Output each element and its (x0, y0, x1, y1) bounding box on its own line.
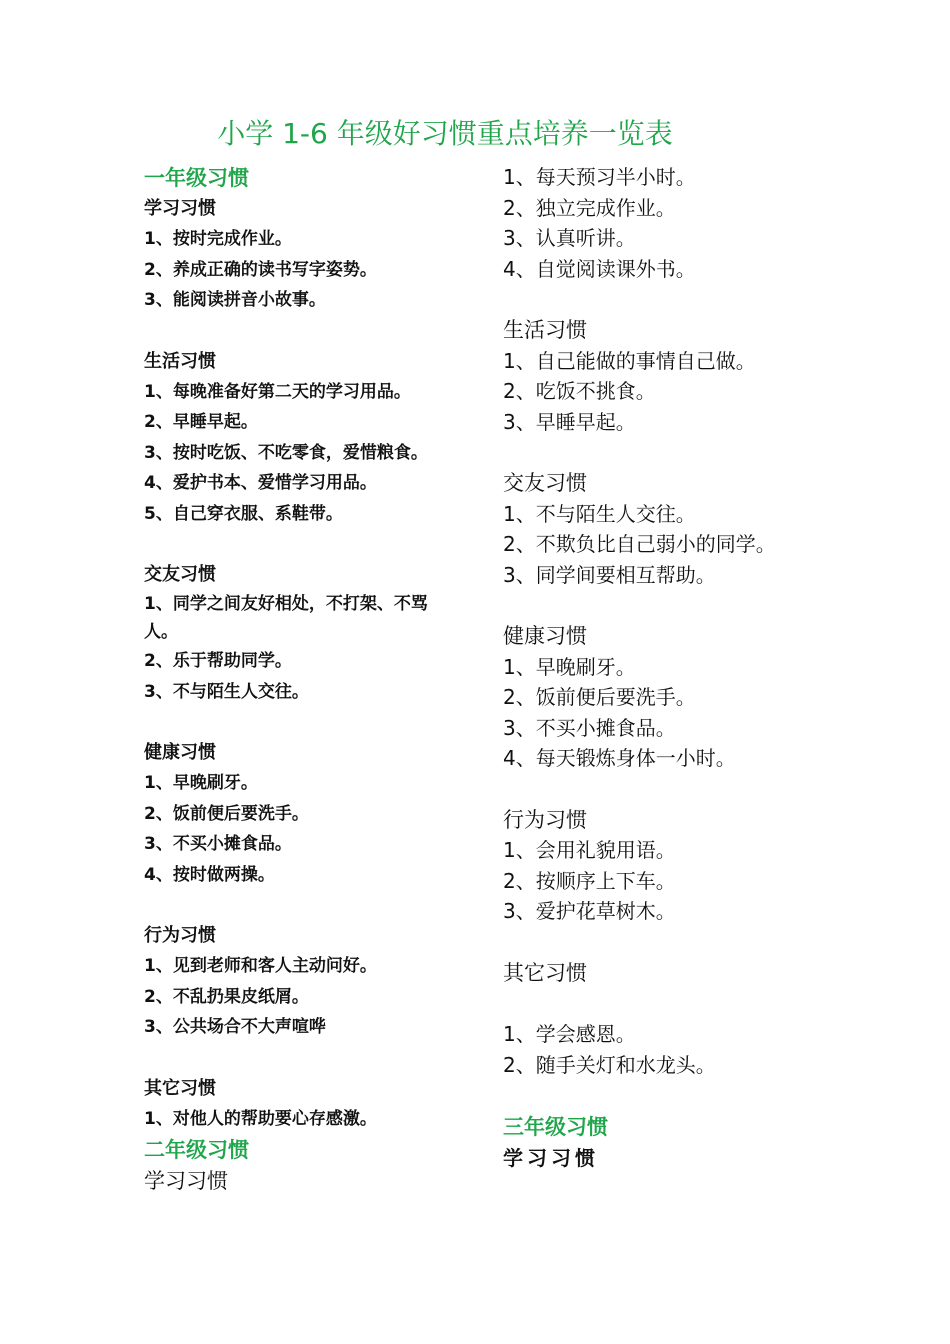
page-title: 小学 1-6 年级好习惯重点培养一览表 (217, 117, 673, 150)
section-heading: 生活习惯 (503, 318, 587, 342)
section-heading: 学习习惯 (144, 1169, 228, 1193)
right-column (503, 162, 823, 1173)
list-item: 1、早晚刷牙。 (503, 654, 636, 679)
section-heading: 其它习惯 (144, 1077, 216, 1099)
list-item: 5、自己穿衣服、系鞋带。 (144, 503, 343, 524)
list-item: 2、独立完成作业。 (503, 195, 676, 220)
list-item: 3、不与陌生人交往。 (144, 681, 309, 702)
list-item: 1、同学之间友好相处，不打架、不骂人。 (144, 594, 428, 642)
section-heading: 生活习惯 (144, 350, 216, 372)
list-item: 2、随手关灯和水龙头。 (503, 1052, 716, 1077)
grade3-heading: 三年级习惯 (503, 1115, 608, 1139)
section-heading: 健康习惯 (144, 742, 216, 763)
list-item: 1、自己能做的事情自己做。 (503, 348, 756, 373)
list-item: 3、早睡早起。 (503, 409, 636, 434)
section-heading: 其它习惯 (503, 960, 587, 985)
list-item: 4、爱护书本、爱惜学习用品。 (144, 473, 377, 493)
list-item: 1、早晚刷牙。 (144, 773, 258, 793)
list-item: 2、乐于帮助同学。 (144, 651, 292, 671)
list-item: 2、早睡早起。 (144, 412, 258, 432)
section-heading: 交友习惯 (503, 471, 587, 495)
left-column (144, 162, 464, 1197)
list-item: 2、养成正确的读书写字姿势。 (144, 259, 377, 280)
section-heading: 健康习惯 (503, 624, 587, 648)
section-heading: 行为习惯 (503, 807, 587, 832)
list-item: 2、按顺序上下车。 (503, 868, 676, 893)
list-item: 2、不欺负比自己弱小的同学。 (503, 532, 776, 556)
list-item: 1、学会感恩。 (503, 1022, 636, 1046)
list-item: 1、会用礼貌用语。 (503, 838, 676, 862)
section-heading: 交友习惯 (144, 564, 216, 585)
list-item: 2、吃饭不挑食。 (503, 379, 656, 403)
list-item: 2、饭前便后要洗手。 (503, 685, 696, 709)
list-item: 2、不乱扔果皮纸屑。 (144, 986, 309, 1007)
grade1-heading: 一年级习惯 (144, 166, 249, 190)
list-item: 1、对他人的帮助要心存感激。 (144, 1108, 377, 1129)
list-item: 1、每天预习半小时。 (503, 165, 696, 189)
list-item: 3、不买小摊食品。 (503, 715, 676, 740)
list-item: 1、不与陌生人交往。 (503, 501, 696, 526)
list-item: 3、公共场合不大声喧哗 (144, 1017, 326, 1037)
list-item: 4、每天锻炼身体一小时。 (503, 746, 736, 770)
list-item: 1、见到老师和客人主动问好。 (144, 956, 377, 976)
list-item: 3、能阅读拼音小故事。 (144, 290, 326, 310)
section-heading: 学习习惯 (503, 1146, 599, 1170)
list-item: 3、爱护花草树木。 (503, 899, 676, 923)
list-item: 3、同学间要相互帮助。 (503, 562, 716, 587)
list-item: 2、饭前便后要洗手。 (144, 803, 309, 824)
list-item: 1、每晚准备好第二天的学习用品。 (144, 381, 411, 402)
list-item: 4、按时做两操。 (144, 864, 275, 885)
grade2-heading: 二年级习惯 (144, 1138, 249, 1162)
list-item: 4、自觉阅读课外书。 (503, 256, 696, 281)
list-item: 3、认真听讲。 (503, 226, 636, 250)
list-item: 1、按时完成作业。 (144, 229, 292, 249)
section-heading: 学习习惯 (144, 198, 216, 219)
list-item: 3、不买小摊食品。 (144, 834, 292, 854)
list-item: 3、按时吃饭、不吃零食，爱惜粮食。 (144, 442, 428, 463)
section-heading: 行为习惯 (144, 925, 216, 946)
